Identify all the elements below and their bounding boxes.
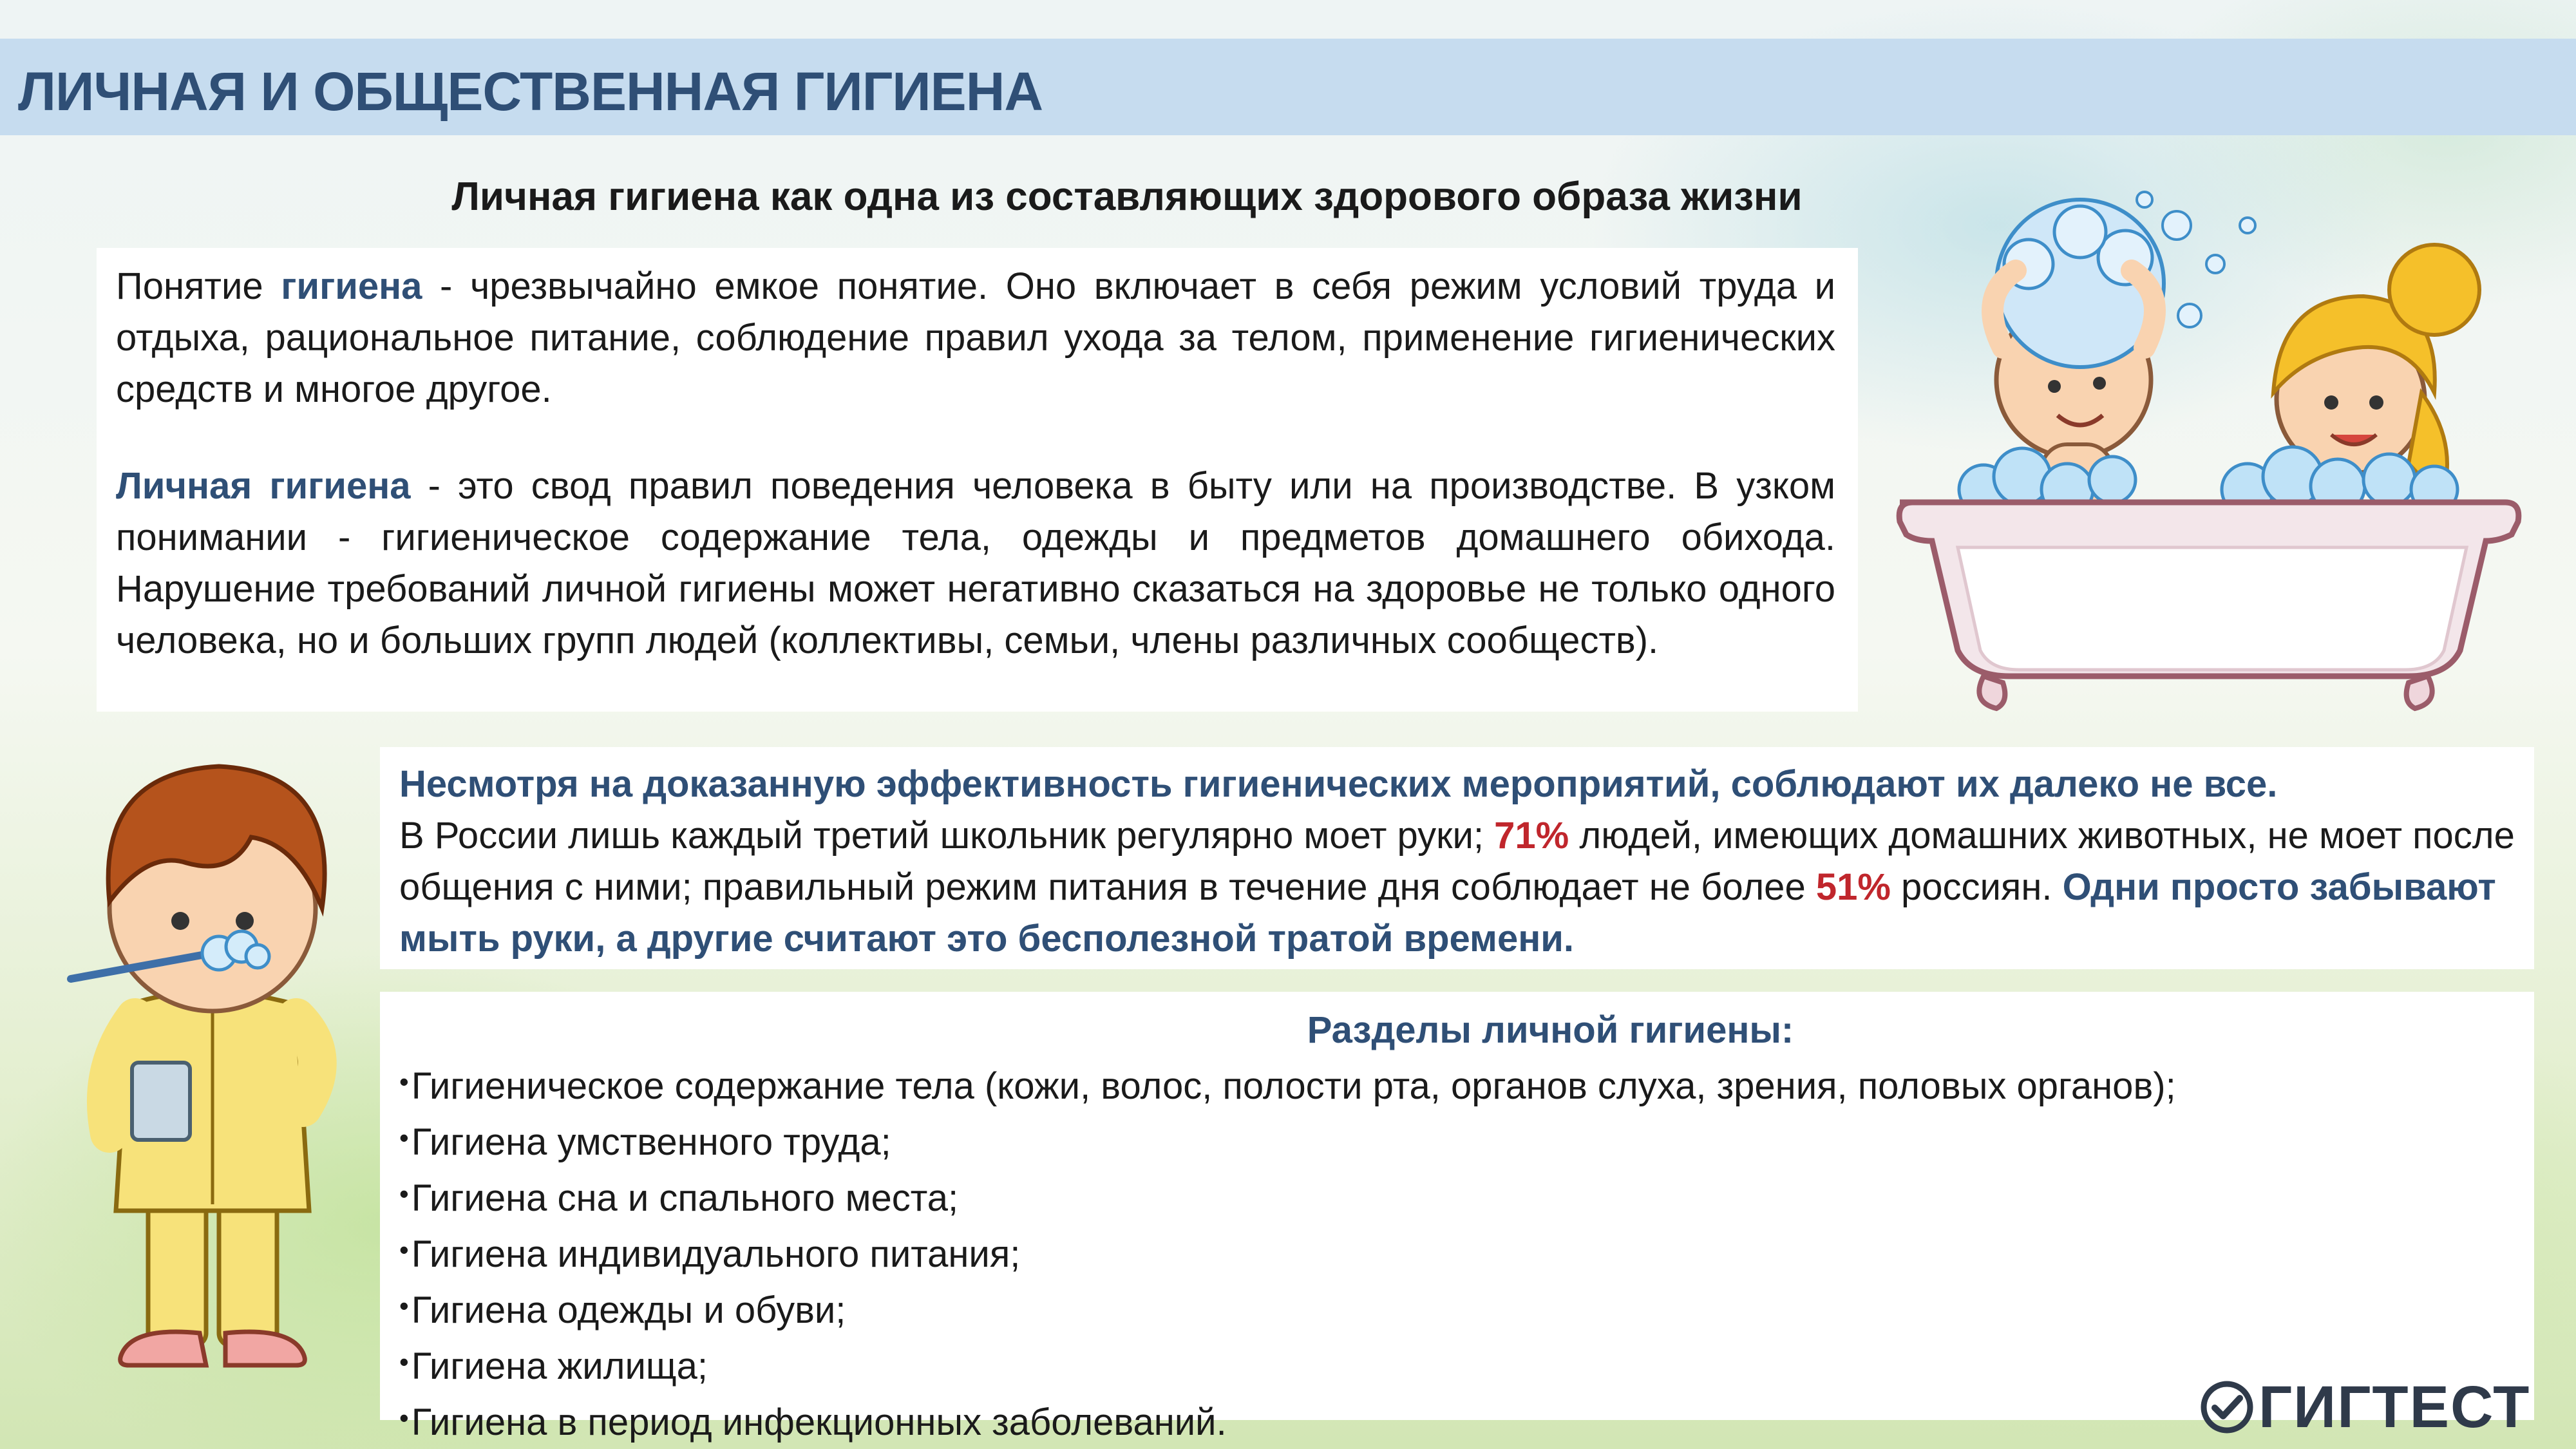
logo-text: ГИГТЕСТ [2259, 1374, 2531, 1440]
list-item: •Гигиена в период инфекционных заболеваний. [399, 1401, 1227, 1443]
list-item: •Гигиена сна и спального места; [399, 1177, 959, 1219]
personal-hygiene-text: - это свод правил поведения человека в быту или на производстве. В узком понимании - гигиеническое содержание тела, одежды и предметов домашнего обихода. Нарушение требований личной гигиены может негативно сказаться на здоровье не только одного человека, но и больших групп людей (коллективы, семьи, члены различных сообществ). [116, 465, 1835, 661]
facts-text-3: россиян. [1890, 866, 2063, 908]
page-title: ЛИЧНАЯ И ОБЩЕСТВЕННАЯ ГИГИЕНА [18, 61, 1043, 122]
facts-closing: Одни просто забывают мыть руки, а другие считают это бесполезной тратой времени. [399, 866, 2496, 960]
sections-heading: Разделы личной гигиены: [1307, 1009, 1794, 1051]
list-item: •Гигиеническое содержание тела (кожи, волос, полости рта, органов слуха, зрения, половых органов); [399, 1065, 2176, 1107]
facts-panel [380, 747, 2534, 969]
subtitle: Личная гигиена как одна из составляющих здорового образа жизни [451, 175, 1803, 219]
list-item: •Гигиена одежды и обуви; [399, 1289, 846, 1331]
list-item: •Гигиена умственного труда; [399, 1121, 891, 1163]
intro-panel [97, 248, 1858, 712]
stat-diet: 51% [1815, 866, 1891, 908]
children-bath-illustration [1887, 187, 2544, 741]
facts-text [399, 759, 2521, 965]
gigtest-logo [2199, 1375, 2530, 1439]
list-item: •Гигиена жилища; [399, 1345, 708, 1387]
personal-hygiene-definition [116, 460, 1835, 667]
list-item: •Гигиена индивидуального питания; [399, 1233, 1021, 1275]
hygiene-definition [116, 261, 1835, 415]
sections-panel [380, 992, 2534, 1443]
facts-headline: Несмотря на доказанную эффективность гигиенических мероприятий, соблюдают их далеко не все. [399, 763, 2278, 805]
stat-pet-owners: 71% [1494, 815, 1569, 857]
boy-brushing-teeth-illustration [58, 734, 380, 1391]
term-personal-hygiene: Личная гигиена [116, 465, 411, 507]
check-circle-icon [2199, 1379, 2255, 1435]
title-bar [0, 39, 2576, 135]
term-hygiene: гигиена [281, 265, 422, 307]
definition-prefix: Понятие [116, 265, 281, 307]
definition-text: - чрезвычайно емкое понятие. Оно включает в себя режим условий труда и отдыха, рациональное питание, соблюдение правил ухода за телом, применение гигиенических средств и многое другое. [116, 265, 1836, 410]
facts-text-2: людей, имеющих домашних животных, не моет после общения с ними; правильный режим питания в течение дня соблюдает не более [399, 815, 2515, 908]
facts-text-1: В России лишь каждый третий школьник регулярно моет руки; [399, 815, 1495, 857]
